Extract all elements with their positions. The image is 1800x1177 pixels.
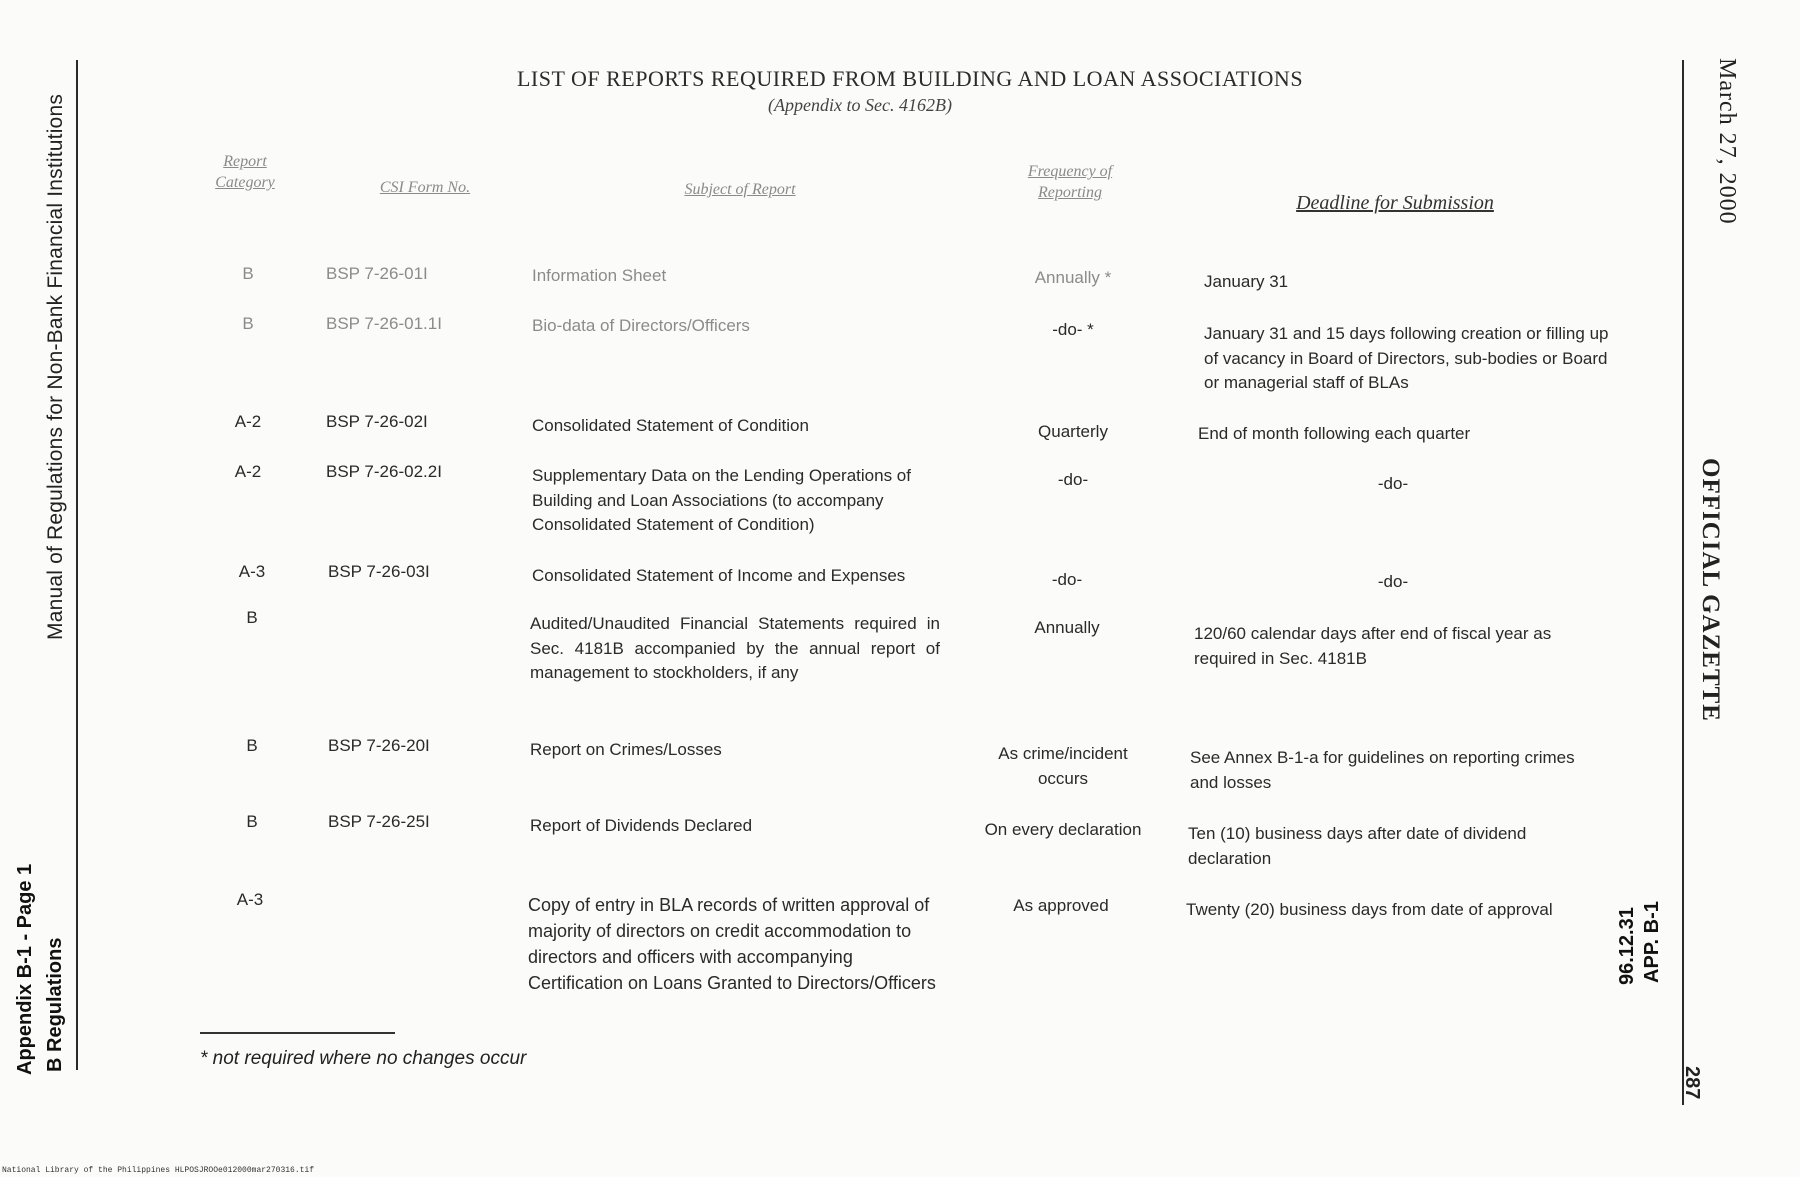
row8-category: B	[246, 812, 258, 831]
row1-frequency: Annually *	[1034, 268, 1112, 287]
scan-info: National Library of the Philippines HLPOSJROOe012000mar270316.tif	[2, 1166, 315, 1175]
row1-form: BSP 7-26-01I	[326, 264, 428, 283]
row4-category: A-2	[234, 462, 262, 481]
header-deadline: Deadline for Submission	[1296, 192, 1494, 214]
section-label: B Regulations	[44, 937, 66, 1072]
header-form: CSI Form No.	[379, 179, 471, 196]
row9-category: A-3	[236, 890, 264, 909]
footnote: * not required where no changes occur	[200, 1048, 527, 1069]
row8-form: BSP 7-26-25I	[328, 812, 430, 831]
publication-name: OFFICIAL GAZETTE	[1697, 458, 1724, 722]
row3-form: BSP 7-26-02I	[326, 412, 428, 431]
row2-category: B	[242, 314, 254, 333]
header-category: Report Category	[215, 153, 275, 191]
app-code: 96.12.31	[1616, 907, 1638, 985]
row1-deadline: January 31	[1204, 272, 1289, 291]
right-margin-rule	[1682, 60, 1684, 1105]
row8-frequency: On every declaration	[984, 820, 1142, 839]
gazette-date: March 27, 2000	[1714, 58, 1740, 225]
page-title: LIST OF REPORTS REQUIRED FROM BUILDING AND LOAN ASSOCIATIONS	[516, 66, 1304, 91]
row2-frequency: -do- *	[1052, 320, 1094, 339]
row5-frequency: -do-	[1051, 570, 1083, 589]
header-frequency: Frequency of Reporting	[1027, 163, 1113, 201]
row9-frequency: As approved	[1013, 896, 1109, 915]
app-reference: APP. B-1	[1641, 901, 1663, 983]
page-number: 287	[1681, 1066, 1703, 1100]
page-subtitle: (Appendix to Sec. 4162B)	[768, 95, 952, 115]
left-margin-rule	[76, 60, 78, 1070]
row8-deadline: Ten (10) business days after date of dividend declaration	[1188, 824, 1527, 868]
row5-category: A-3	[238, 562, 266, 581]
row7-subject: Report on Crimes/Losses	[530, 740, 722, 759]
row4-form: BSP 7-26-02.2I	[326, 462, 442, 481]
row8-subject: Report of Dividends Declared	[530, 816, 753, 835]
row3-frequency: Quarterly	[1038, 422, 1108, 441]
row4-frequency: -do-	[1057, 470, 1089, 489]
row6-subject: Audited/Unaudited Financial Statements required in Sec. 4181B accompanied by the annual report of management to stockholders, if any	[530, 614, 940, 683]
row2-form: BSP 7-26-01.1I	[326, 314, 442, 333]
appendix-page-label: Appendix B-1 - Page 1	[14, 863, 36, 1075]
row9-deadline: Twenty (20) business days from date of approval	[1186, 900, 1553, 919]
manual-title: Manual of Regulations for Non-Bank Financial Institutions	[44, 93, 67, 640]
row4-deadline: -do-	[1377, 474, 1409, 493]
footnote-rule	[200, 1032, 395, 1034]
row1-subject: Information Sheet	[532, 266, 667, 285]
row7-form: BSP 7-26-20I	[328, 736, 430, 755]
row3-deadline: End of month following each quarter	[1198, 424, 1471, 443]
row4-subject: Supplementary Data on the Lending Operations of Building and Loan Associations (to accompany Consolidated Statement of Condition)	[532, 466, 911, 535]
row6-category: B	[246, 608, 258, 627]
row3-subject: Consolidated Statement of Condition	[532, 416, 809, 435]
row5-deadline: -do-	[1377, 572, 1409, 591]
row9-subject: Copy of entry in BLA records of written approval of majority of directors on credit accommodation to directors and officers with accompanying Certification on Loans Granted to Directors/Officers	[528, 895, 936, 994]
row1-category: B	[242, 264, 254, 283]
row2-deadline: January 31 and 15 days following creation or filling up of vacancy in Board of Directors, sub-bodies or Board or managerial staff of BLAs	[1204, 324, 1609, 393]
row7-deadline: See Annex B-1-a for guidelines on reporting crimes and losses	[1190, 748, 1575, 792]
row3-category: A-2	[234, 412, 262, 431]
header-subject: Subject of Report	[684, 181, 796, 198]
row7-category: B	[246, 736, 258, 755]
row5-subject: Consolidated Statement of Income and Expenses	[532, 566, 906, 585]
row6-deadline: 120/60 calendar days after end of fiscal year as required in Sec. 4181B	[1194, 624, 1552, 668]
row5-form: BSP 7-26-03I	[328, 562, 430, 581]
row2-subject: Bio-data of Directors/Officers	[532, 316, 750, 335]
row7-frequency: As crime/incident occurs	[998, 744, 1128, 788]
row6-frequency: Annually	[1034, 618, 1100, 637]
